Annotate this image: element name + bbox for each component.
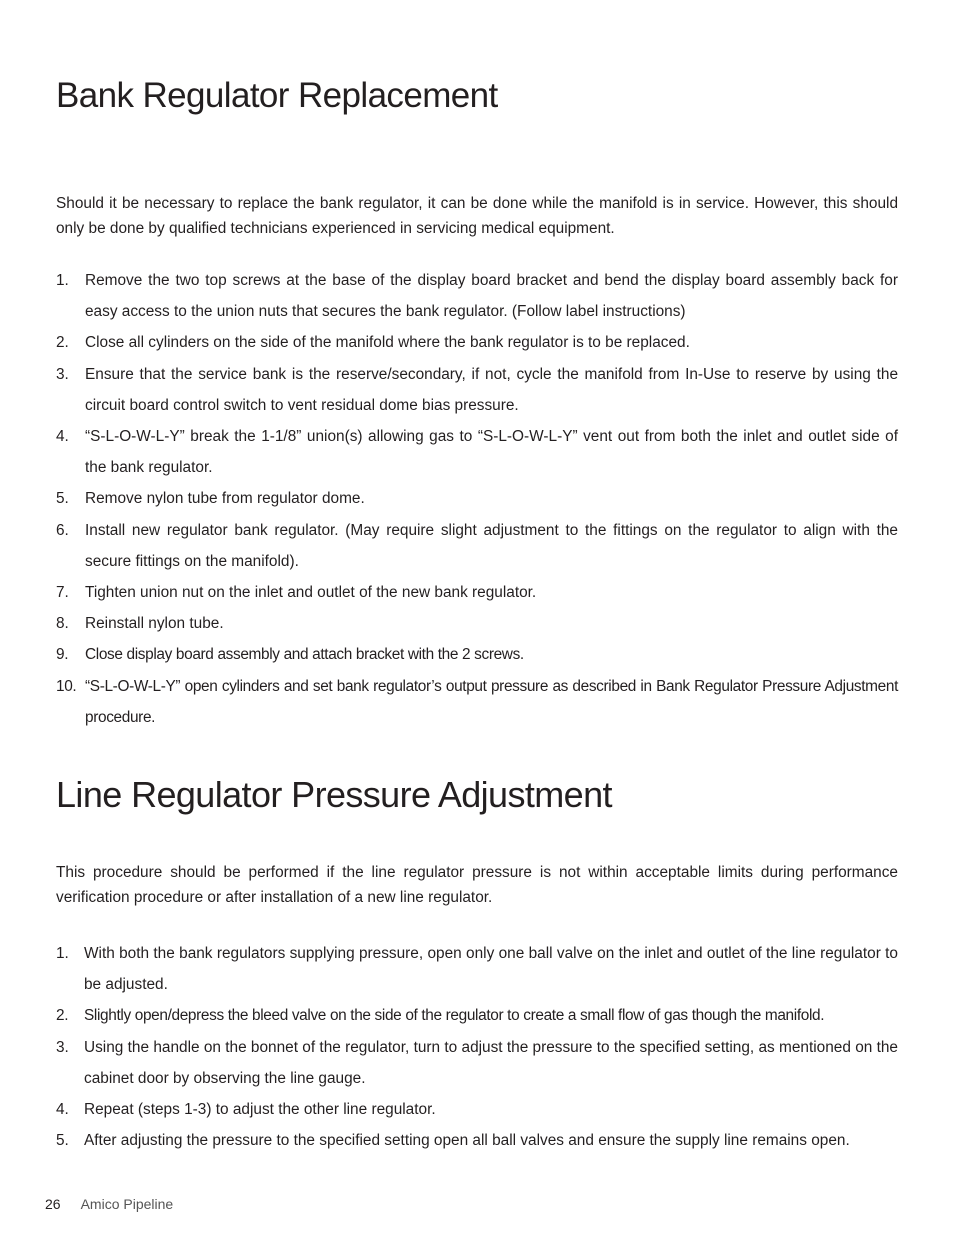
step-text: “S-L-O-W-L-Y” open cylinders and set bank regulator’s output pressure as described in Bank Regulator Pressure Adjustment procedure.: [85, 677, 898, 726]
step-item: [56, 639, 898, 670]
step-item: [56, 421, 898, 483]
step-number: 5.: [56, 490, 69, 508]
step-text: Repeat (steps 1-3) to adjust the other line regulator.: [84, 1101, 436, 1119]
step-item: [56, 483, 898, 514]
step-number: 2.: [56, 1007, 69, 1025]
step-list-line: [56, 938, 898, 1156]
step-text: Tighten union nut on the inlet and outlet of the new bank regulator.: [85, 584, 537, 602]
step-text: Close display board assembly and attach bracket with the 2 screws.: [85, 646, 524, 664]
step-number: 3.: [56, 1038, 69, 1056]
step-text: Close all cylinders on the side of the manifold where the bank regulator is to be replaced.: [85, 334, 690, 352]
step-text: Using the handle on the bonnet of the regulator, turn to adjust the pressure to the specified setting, as mentioned on the cabinet door by observing the line gauge.: [84, 1038, 898, 1087]
step-text: Ensure that the service bank is the reserve/secondary, if not, cycle the manifold from In-Use to reserve by using the circuit board control switch to vent residual dome bias pressure.: [85, 365, 898, 414]
step-number: 4.: [56, 1101, 69, 1119]
step-number: 4.: [56, 428, 69, 446]
step-item: [56, 327, 898, 358]
page-number: 26: [45, 1196, 61, 1212]
step-number: 2.: [56, 334, 69, 352]
step-number: 1.: [56, 272, 69, 289]
step-text: After adjusting the pressure to the specified setting open all ball valves and ensure the supply line remains open.: [84, 1132, 850, 1150]
step-number: 9.: [56, 646, 69, 664]
step-item: [56, 938, 898, 1000]
step-text: Remove nylon tube from regulator dome.: [85, 490, 365, 508]
step-text: Slightly open/depress the bleed valve on the side of the regulator to create a small flow of gas though the manifold.: [84, 1007, 825, 1025]
intro-paragraph-line: This procedure should be performed if the line regulator pressure is not within acceptable limits during performance verification procedure or after installation of a new line regulator.: [56, 864, 898, 906]
step-number: 10.: [56, 677, 77, 695]
page-footer: [45, 1196, 173, 1212]
step-item: [56, 1094, 898, 1125]
step-number: 7.: [56, 584, 69, 602]
step-number: 3.: [56, 365, 69, 383]
step-number: 1.: [56, 945, 69, 962]
step-text: Install new regulator bank regulator. (May require slight adjustment to the fittings on the regulator to align with the secure fittings on the manifold).: [85, 521, 898, 570]
publication-name: Amico Pipeline: [80, 1196, 174, 1212]
step-item: [56, 359, 898, 421]
step-item: [56, 1125, 898, 1156]
step-text: “S-L-O-W-L-Y” break the 1-1/8” union(s) allowing gas to “S-L-O-W-L-Y” vent out from both the inlet and outlet side of the bank regulator.: [85, 428, 898, 477]
step-item: [56, 1032, 898, 1094]
step-item: [56, 608, 898, 639]
step-number: 5.: [56, 1132, 69, 1150]
step-item: [56, 671, 898, 733]
step-item: [56, 515, 898, 577]
intro-paragraph-bank: Should it be necessary to replace the bank regulator, it can be done while the manifold is in service. However, this should only be done by qualified technicians experienced in servicing medical equipment.: [56, 195, 898, 237]
step-number: 6.: [56, 521, 69, 539]
step-text: With both the bank regulators supplying pressure, open only one ball valve on the inlet and outlet of the line regulator to be adjusted.: [84, 945, 898, 994]
step-text: Reinstall nylon tube.: [85, 615, 224, 633]
step-item: [56, 1000, 898, 1031]
step-text: Remove the two top screws at the base of the display board bracket and bend the display board assembly back for easy access to the union nuts that secures the bank regulator. (Follow label instructions): [85, 272, 898, 321]
section-title-bank-regulator-replacement: Bank Regulator Replacement: [56, 76, 498, 115]
step-list-bank: [56, 265, 898, 733]
section-title-line-regulator-pressure-adjustment: Line Regulator Pressure Adjustment: [56, 774, 612, 815]
step-item: [56, 577, 898, 608]
step-number: 8.: [56, 615, 69, 633]
step-item: [56, 265, 898, 327]
